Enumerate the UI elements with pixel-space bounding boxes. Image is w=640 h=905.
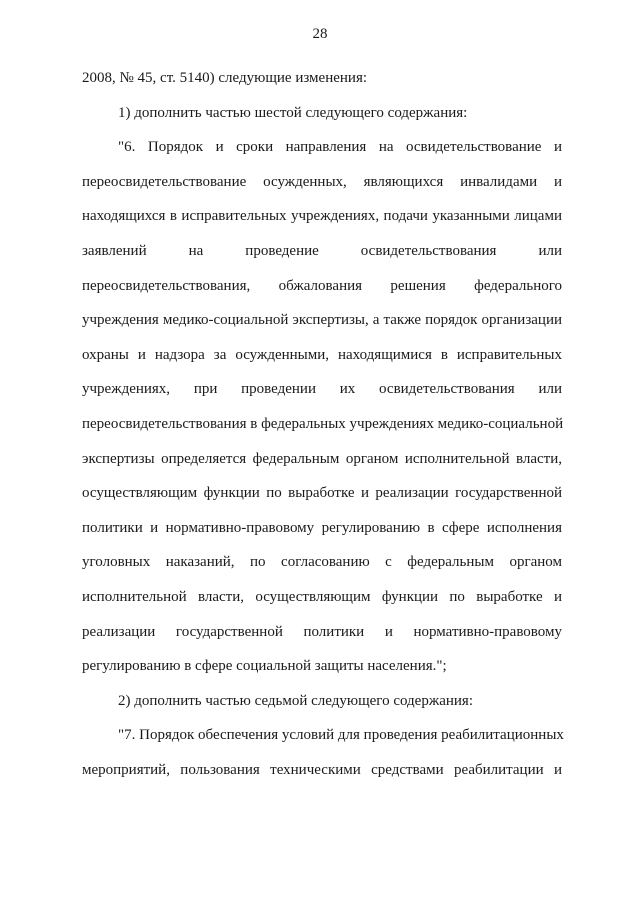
text-line: находящихся в исправительных учреждениях, подачи указанными лицами — [82, 208, 562, 225]
text-line: 1) дополнить частью шестой следующего содержания: — [118, 104, 468, 121]
text-line: реализации государственной политики и нормативно-правовому — [82, 623, 562, 640]
text-line: учреждениях, при проведении их освидетельствования или — [82, 381, 562, 398]
text-line: "7. Порядок обеспечения условий для проведения реабилитационных — [118, 727, 564, 744]
text-line: 2) дополнить частью седьмой следующего содержания: — [118, 692, 473, 709]
text-line: переосвидетельствование осужденных, являющихся инвалидами и — [82, 173, 562, 190]
text-line: 2008, № 45, ст. 5140) следующие изменения: — [82, 70, 368, 86]
text-line: учреждения медико-социальной экспертизы, а также порядок организации — [82, 312, 562, 329]
text-line: исполнительной власти, осуществляющим функции по выработке и — [82, 588, 562, 605]
text-line: осуществляющим функции по выработке и реализации государственной — [82, 485, 562, 502]
text-line: мероприятий, пользования техническими средствами реабилитации и — [82, 761, 562, 778]
page-number: 28 — [312, 26, 328, 42]
text-line: политики и нормативно-правовому регулированию в сфере исполнения — [82, 519, 562, 536]
document-body — [82, 61, 562, 787]
text-line: переосвидетельствования в федеральных учреждениях медико-социальной — [82, 415, 564, 432]
text-line: регулированию в сфере социальной защиты населения."; — [82, 658, 447, 675]
text-line: "6. Порядок и сроки направления на освидетельствование и — [118, 139, 562, 156]
text-line: охраны и надзора за осужденными, находящимися в исправительных — [82, 346, 562, 363]
text-line: экспертизы определяется федеральным органом исполнительной власти, — [82, 450, 562, 467]
text-line: переосвидетельствования, обжалования решения федерального — [82, 277, 562, 294]
text-line: заявлений на проведение освидетельствования или — [82, 242, 562, 259]
text-line: уголовных наказаний, по согласованию с федеральным органом — [82, 554, 562, 571]
